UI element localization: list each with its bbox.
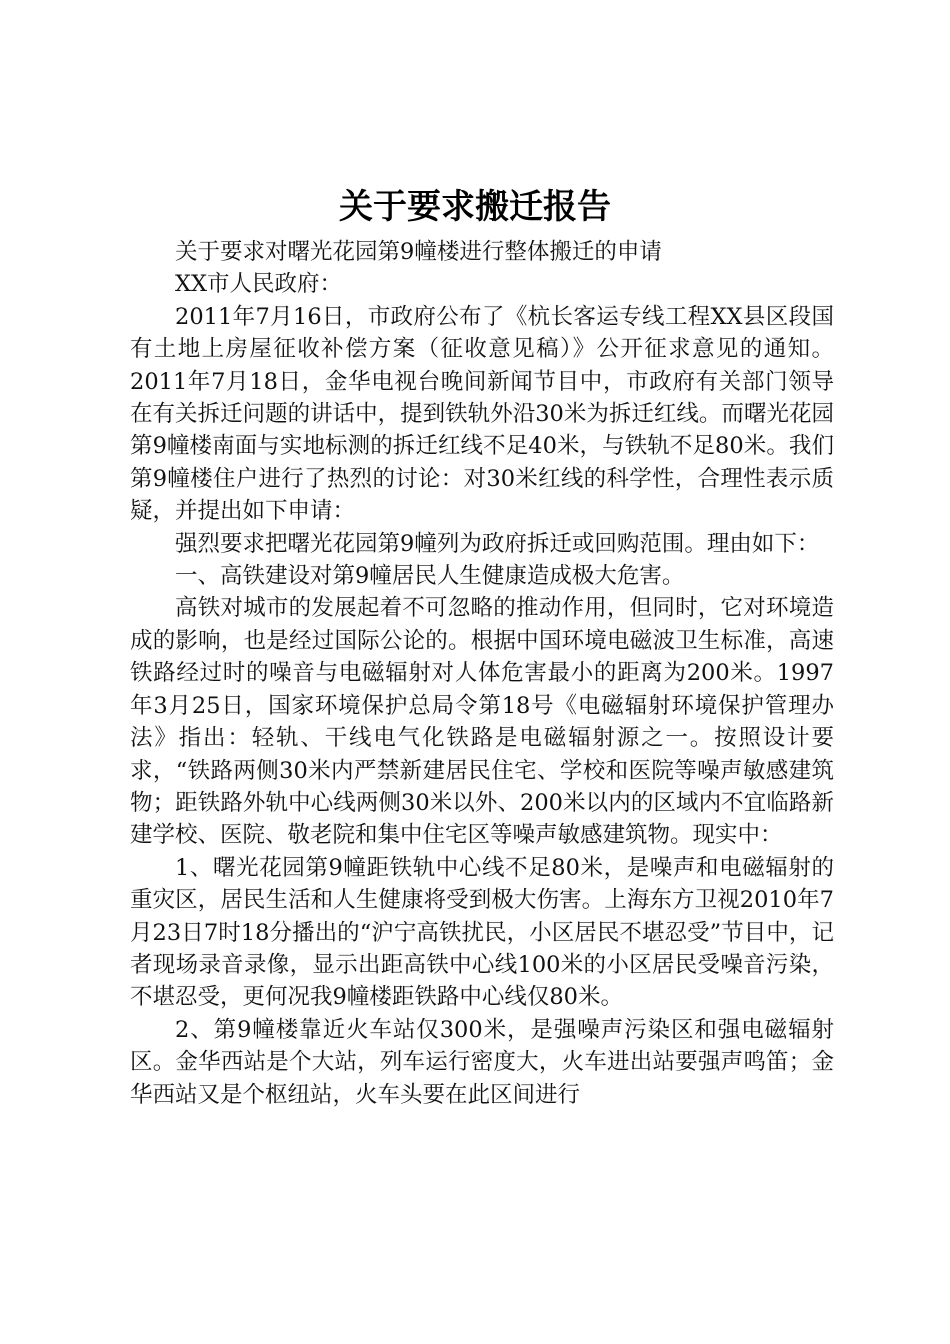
- application-subject: 关于要求对曙光花园第9幢楼进行整体搬迁的申请: [175, 239, 662, 265]
- section-heading-1: 一、高铁建设对第9幢居民人生健康造成极大危害。: [175, 563, 685, 590]
- background-paragraph: 2011年7月16日，市政府公布了《杭长客运专线工程XX县区段国有土地上房屋征收补偿方案（征收意见稿）》公开征求意见的通知。2011年7月18日，金华电视台晚间新闻节目中，市政府有关部门领导在有关拆迁问题的讲话中，提到铁轨外沿30米为拆迁红线。而曙光花园第9幢楼南面与实地标测的拆迁红线不足40米，与铁轨不足80米。我们第9幢楼住户进行了热烈的讨论：对30米红线的科学性，合理性表示质疑，并提出如下申请：: [130, 303, 834, 525]
- document-body: [130, 236, 834, 1111]
- reason-item-1: 1、曙光花园第9幢距铁轨中心线不足80米，是噪声和电磁辐射的重灾区，居民生活和人生健康将受到极大伤害。上海东方卫视2010年7月23日7时18分播出的“沪宁高铁扰民，小区居民不堪忍受”节目中，记者现场录音录像，显示出距高铁中心线100米的小区居民受噪音污染，不堪忍受，更何况我9幢楼距铁路中心线仅80米。: [130, 854, 834, 1011]
- document-title: 关于要求搬迁报告: [339, 187, 611, 227]
- request-paragraph: 强烈要求把曙光花园第9幢列为政府拆迁或回购范围。理由如下：: [175, 530, 820, 557]
- health-impact-paragraph: 高铁对城市的发展起着不可忽略的推动作用，但同时，它对环境造成的影响，也是经过国际公论的。根据中国环境电磁波卫生标准，高速铁路经过时的噪音与电磁辐射对人体危害最小的距离为200米。1997年3月25日，国家环境保护总局令第18号《电磁辐射环境保护管理办法》指出：轻轨、干线电气化铁路是电磁辐射源之一。按照设计要求，“铁路两侧30米内严禁新建居民住宅、学校和医院等噪声敏感建筑物；距铁路外轨中心线两侧30米以外、200米以内的区域内不宜临路新建学校、医院、敬老院和集中住宅区等噪声敏感建筑物。现实中：: [130, 595, 834, 849]
- reason-item-2: 2、第9幢楼靠近火车站仅300米，是强噪声污染区和强电磁辐射区。金华西站是个大站，列车运行密度大，火车进出站要强声鸣笛；金华西站又是个枢纽站，火车头要在此区间进行: [130, 1016, 834, 1108]
- addressee: XX市人民政府：: [175, 271, 343, 298]
